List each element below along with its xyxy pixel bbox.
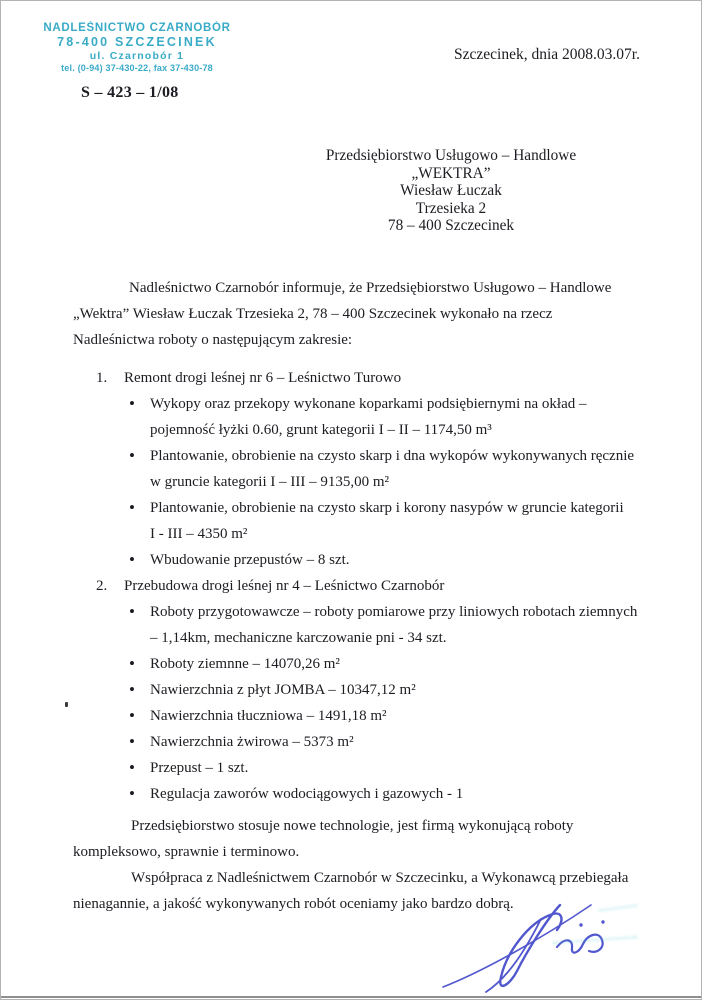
bullet-icon: • — [129, 654, 135, 673]
bullet-item — [73, 729, 635, 755]
recipient-block — [251, 147, 651, 235]
recipient-line: Wiesław Łuczak — [400, 182, 502, 200]
bullet-icon: • — [129, 394, 135, 413]
bullet-line: Plantowanie, obrobienie na czysto skarp i dna wykopów wykonywanych ręcznie — [150, 448, 635, 464]
handwritten-signature — [429, 889, 691, 999]
bullet-icon: • — [129, 784, 135, 803]
bullet-icon: • — [129, 680, 135, 699]
bullet-item — [73, 443, 635, 495]
bullet-line: Wbudowanie przepustów – 8 szt. — [150, 552, 350, 568]
bullet-line: Roboty ziemnne – 14070,26 m² — [150, 656, 340, 672]
bullet-line: w gruncie kategorii I – III – 9135,00 m² — [150, 474, 390, 490]
bullet-item — [73, 781, 635, 807]
list-item-number: 2. — [96, 578, 108, 594]
stamp-phone-fax: tel. (0-94) 37-430-22, fax 37-430-78 — [61, 63, 213, 73]
bullet-icon: • — [129, 732, 135, 751]
bullet-line: Nawierzchnia tłuczniowa – 1491,18 m² — [150, 708, 387, 724]
bullet-item — [73, 755, 635, 781]
recipient-line: Trzesieka 2 — [415, 199, 487, 217]
bullet-icon: • — [129, 550, 135, 569]
bullet-item — [73, 495, 635, 547]
list-item-title-text: Remont drogi leśnej nr 6 – Leśnictwo Turowo — [124, 370, 402, 386]
closing-line: Współpraca z Nadleśnictwem Czarnobór w Szczecinku, a Wykonawcą przebiegała — [131, 870, 629, 886]
bullet-line: I - III – 4350 m² — [150, 526, 248, 542]
intro-line: Nadleśnictwo Czarnobór informuje, że Przedsiębiorstwo Usługowo – Handlowe — [129, 280, 612, 296]
reference-number: S – 423 – 1/08 — [81, 84, 179, 101]
bullet-line: Regulacja zaworów wodociągowych i gazowych - 1 — [150, 786, 464, 802]
bullet-item — [73, 677, 635, 703]
bullet-line: pojemność łyżki 0.60, grunt kategorii I – II – 1174,50 m³ — [150, 422, 492, 438]
bullet-item — [73, 651, 635, 677]
bullet-icon: • — [129, 758, 135, 777]
recipient-line: Przedsiębiorstwo Usługowo – Handlowe — [325, 147, 577, 164]
stamp-street: ul. Czarnobór 1 — [89, 50, 185, 62]
date-line: Szczecinek, dnia 2008.03.07r. — [454, 46, 640, 63]
intro-line: Nadleśnictwa roboty o następującym zakresie: — [73, 332, 353, 348]
works-list — [73, 365, 638, 807]
list-item-number: 1. — [96, 370, 108, 386]
bullet-line: Wykopy oraz przekopy wykonane koparkami podsiębiernymi na okład – — [150, 396, 587, 412]
bullet-item — [73, 703, 635, 729]
bullet-line: – 1,14km, mechaniczne karczowanie pni - 34 szt. — [150, 630, 447, 646]
stamp-postcode: 78-400 SZCZECINEK — [57, 35, 217, 49]
bullet-icon: • — [129, 706, 135, 725]
bullet-line: Nawierzchnia z płyt JOMBA – 10347,12 m² — [150, 682, 416, 698]
intro-line: „Wektra” Wiesław Łuczak Trzesieka 2, 78 – 400 Szczecinek wykonało na rzecz — [73, 306, 553, 322]
closing-line: kompleksowo, sprawnie i terminowo. — [73, 844, 300, 860]
closing-line: Przedsiębiorstwo stosuje nowe technologie, jest firmą wykonującą roboty — [131, 818, 574, 834]
stray-ink-dot — [65, 702, 68, 707]
bullet-item — [73, 547, 635, 573]
bullet-line: Plantowanie, obrobienie na czysto skarp i korony nasypów w gruncie kategorii — [150, 500, 624, 516]
recipient-line: 78 – 400 Szczecinek — [387, 217, 515, 235]
letter-body — [73, 275, 638, 917]
list-item-1-title — [73, 365, 635, 391]
closing-line: nienagannie, a jakość wykonywanych robót oceniamy jako bardzo dobrą. — [73, 896, 514, 912]
bullet-icon: • — [129, 498, 135, 517]
bullet-icon: • — [129, 602, 135, 621]
bullet-item — [73, 599, 638, 651]
intro-paragraph — [73, 275, 635, 353]
signature-scribble — [429, 889, 691, 999]
list-item-2-title — [73, 573, 635, 599]
list-item-title-text: Przebudowa drogi leśnej nr 4 – Leśnictwo Czarnobór — [124, 578, 445, 594]
bullet-line: Roboty przygotowawcze – roboty pomiarowe przy liniowych robotach ziemnych — [150, 604, 638, 620]
bullet-item — [73, 391, 635, 443]
bullet-line: Przepust – 1 szt. — [150, 760, 249, 776]
bullet-line: Nawierzchnia żwirowa – 5373 m² — [150, 734, 354, 750]
bullet-icon: • — [129, 446, 135, 465]
letterhead-stamp — [25, 22, 249, 73]
recipient-line: „WEKTRA” — [411, 164, 491, 182]
stamp-org-name: NADLEŚNICTWO CZARNOBÓR — [43, 22, 231, 34]
scan-edge-line — [1, 996, 701, 998]
